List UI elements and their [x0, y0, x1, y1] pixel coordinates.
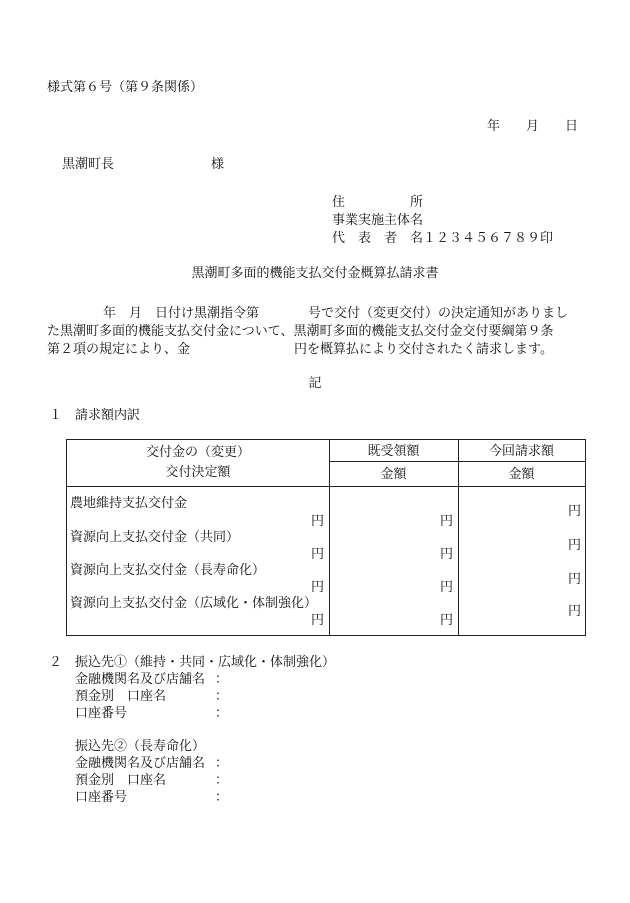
account1-title: 振込先①（維持・共同・広域化・体制強化）	[75, 655, 336, 670]
table-divider	[329, 461, 585, 462]
row-col2-yen: 円	[439, 514, 453, 529]
bank-colon: ：	[215, 756, 229, 771]
date-line: 年 月 日	[487, 119, 579, 134]
row-col3-yen: 円	[567, 538, 581, 553]
account-number-label: 口座番号	[75, 706, 128, 721]
address-label: 住 所	[332, 195, 424, 210]
row-col2-yen: 円	[439, 613, 453, 628]
header-col2-line1: 既受領額	[367, 444, 420, 459]
row-col1-yen: 円	[310, 514, 324, 529]
header-col2-line2: 金額	[380, 467, 407, 482]
account-type-colon: ：	[215, 689, 229, 704]
entity-label: 事業実施主体名	[332, 213, 424, 228]
header-col1-line2: 交付決定額	[165, 465, 231, 480]
header-col3-line1: 今回請求額	[488, 444, 554, 459]
bank-label: 金融機関名及び店舗名	[75, 756, 206, 771]
header-col1-line1: 交付金の（変更）	[145, 445, 250, 460]
row-col3-yen: 円	[567, 572, 581, 587]
addressee-suffix: 様	[211, 157, 225, 172]
row-name: 農地維持支払交付金	[70, 496, 188, 511]
row-col3-yen: 円	[567, 604, 581, 619]
row-name: 資源向上支払交付金（共同）	[70, 530, 240, 545]
body-line-3a: 第２項の規定により、金	[47, 342, 191, 357]
account-number-label: 口座番号	[75, 790, 128, 805]
bank-label: 金融機関名及び店舗名	[75, 672, 206, 687]
row-col2-yen: 円	[439, 547, 453, 562]
bank-colon: ：	[215, 672, 229, 687]
row-col3-yen: 円	[567, 504, 581, 519]
section1-number: １	[49, 408, 63, 423]
representative-label: 代 表 者 名１２３４５６７８９印	[332, 231, 554, 246]
account-type-colon: ：	[215, 773, 229, 788]
header-col3-line2: 金額	[508, 467, 535, 482]
account-number-colon: ：	[215, 790, 229, 805]
row-name: 資源向上支払交付金（広域化・体制強化）	[70, 596, 318, 611]
row-col1-yen: 円	[310, 580, 324, 595]
row-name: 資源向上支払交付金（長寿命化）	[70, 563, 266, 578]
row-col1-yen: 円	[310, 547, 324, 562]
row-col2-yen: 円	[439, 580, 453, 595]
account2-title: 振込先②（長寿命化）	[75, 739, 206, 754]
claim-breakdown-table	[66, 439, 586, 636]
table-divider	[67, 486, 585, 487]
form-number: 様式第６号（第９条関係）	[47, 80, 204, 95]
body-line-1a: 年 月 日付け黒潮指令第	[103, 306, 260, 321]
ki-mark: 記	[308, 376, 322, 391]
body-line-1b: 号で交付（変更交付）の決定通知がありまし	[308, 306, 569, 321]
addressee: 黒潮町長	[62, 157, 115, 172]
account-number-colon: ：	[215, 706, 229, 721]
account-type-label: 預金別 口座名	[75, 689, 167, 704]
body-line-3b: 円を概算払により交付されたく請求します。	[294, 342, 553, 357]
document-title: 黒潮町多面的機能支払交付金概算払請求書	[191, 266, 439, 281]
section2-number: ２	[49, 655, 63, 670]
section1-title: 請求額内訳	[75, 408, 141, 423]
row-col1-yen: 円	[310, 613, 324, 628]
account-type-label: 預金別 口座名	[75, 773, 167, 788]
body-line-2: た黒潮町多面的機能支払交付金について、黒潮町多面的機能支払交付金交付要綱第９条	[47, 324, 554, 339]
